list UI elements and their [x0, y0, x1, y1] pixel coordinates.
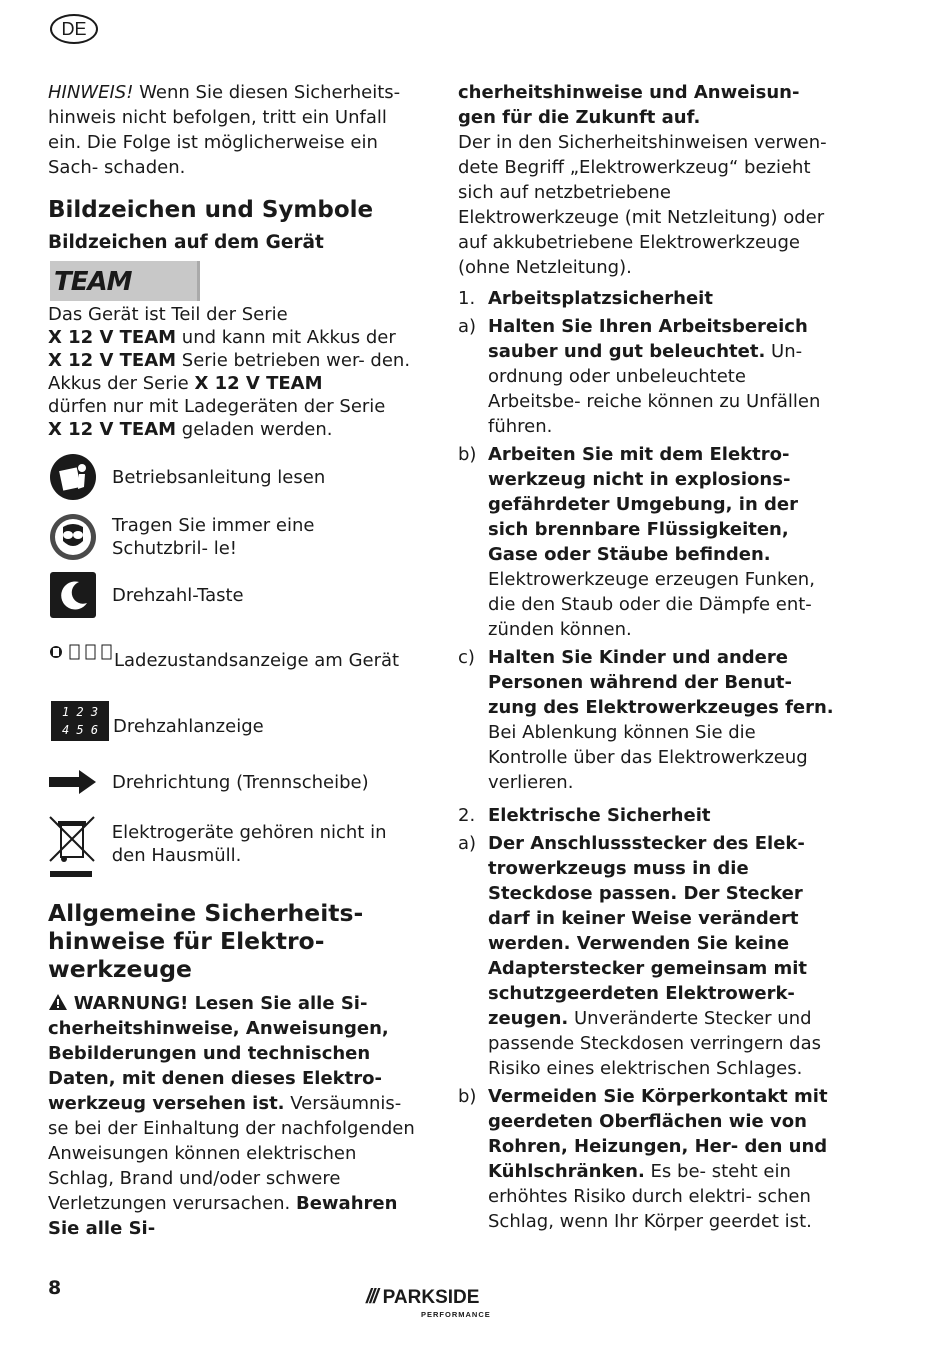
speed-display-icon	[51, 701, 109, 741]
series-name-3: X 12 V TEAM	[194, 373, 323, 394]
list-item-1a	[458, 314, 834, 439]
right-column	[458, 80, 834, 1234]
series-text-3: Serie betrieben wer- den. Akkus der Serie	[48, 350, 411, 394]
warning-text: Versäumnis- se bei der Einhaltung der nachfolgenden Anweisungen können elektrischen Schlag, Brand und/oder schwere Verletzungen verursachen.	[48, 1093, 415, 1214]
arrow-right-icon	[48, 757, 98, 807]
left-column	[48, 80, 420, 1241]
series-text-2: und kann mit Akkus der	[176, 327, 396, 348]
battery-level-indicator-icon	[48, 642, 112, 662]
symbol-row-speed-display	[48, 691, 420, 751]
list-item-1c	[458, 645, 834, 795]
heading-symbols: Bildzeichen und Symbole	[48, 197, 374, 223]
symbol-text-battery: Ladezustandsanzeige am Gerät	[114, 649, 400, 671]
list-bold-text: Halten Sie Kinder und andere Personen während der Benut- zung des Elektrowerkzeuges fern.	[488, 647, 834, 718]
crossed-bin-icon	[48, 815, 98, 881]
list-text: Elektrowerkzeuge erzeugen Funken, die den Staub oder die Dämpfe ent- zünden können.	[488, 569, 815, 640]
symbol-row-speed-button	[48, 569, 420, 621]
page-number: 8	[48, 1277, 62, 1299]
section-2-heading	[458, 803, 834, 828]
heading-device-symbols: Bildzeichen auf dem Gerät	[48, 232, 324, 253]
section-1-heading	[458, 286, 834, 311]
symbol-row-manual	[48, 451, 420, 503]
list-bold-text: Arbeiten Sie mit dem Elektro- werkzeug nicht in explosions- gefährdeter Umgebung, in der sich brennbare Flüssigkeiten, Gase oder Stäube befinden.	[488, 444, 798, 565]
list-label: a)	[458, 833, 477, 854]
list-text: Unveränderte Stecker und passende Steckdosen verringern das Risiko eines elektrischen Schlages.	[488, 1008, 821, 1079]
section-1-number: 1.	[458, 288, 476, 309]
series-paragraph	[48, 303, 420, 441]
symbol-row-battery	[48, 625, 420, 685]
speed-button-icon	[48, 570, 98, 620]
warning-bold-text: WARNUNG! Lesen Sie alle Si- cherheitshinweise, Anweisungen, Bebilderungen und technischen Daten, mit denen dieses Elektro- werkzeug versehen ist.	[48, 993, 389, 1114]
x12v-team-logo: TEAM	[50, 261, 200, 301]
list-item-1b	[458, 442, 834, 642]
warning-paragraph	[48, 991, 420, 1241]
list-text: Un- ordnung oder unbeleuchtete Arbeitsbe- reiche können zu Unfällen führen.	[488, 341, 821, 437]
series-text-4: dürfen nur mit Ladegeräten der Serie	[48, 396, 386, 417]
brand-subtitle: PERFORMANCE	[421, 1310, 491, 1319]
hinweis-text: Wenn Sie diesen Sicherheits- hinweis nicht befolgen, tritt ein Unfall ein. Die Folge ist möglicherweise ein Sach- schaden.	[48, 82, 401, 178]
list-bold-text: Halten Sie Ihren Arbeitsbereich sauber und gut beleuchtet.	[488, 316, 808, 362]
section-1-title: Arbeitsplatzsicherheit	[488, 288, 713, 309]
hinweis-label: HINWEIS!	[48, 82, 134, 103]
series-text-5: geladen werden.	[176, 419, 333, 440]
list-item-2a	[458, 831, 834, 1081]
symbol-text-speed-button: Drehzahl-Taste	[112, 584, 244, 606]
brand-mark: ///	[366, 1286, 377, 1308]
series-name-1: X 12 V TEAM	[48, 327, 177, 348]
language-badge	[50, 14, 98, 44]
parkside-logo	[366, 1286, 526, 1326]
symbol-text-direction: Drehrichtung (Trennscheibe)	[112, 771, 369, 793]
brand-name: PARKSIDE	[382, 1287, 480, 1308]
hinweis-paragraph	[48, 80, 420, 180]
symbol-text-glasses: Tragen Sie immer eine Schutzbril- le!	[112, 515, 315, 559]
symbol-row-disposal	[48, 815, 420, 881]
list-label: b)	[458, 1086, 477, 1107]
speed-display-bottom: 4 5 6	[61, 723, 99, 737]
series-name-2: X 12 V TEAM	[48, 350, 177, 371]
section-2-number: 2.	[458, 805, 476, 826]
intro-paragraph: Der in den Sicherheitshinweisen verwen- dete Begriff „Elektrowerkzeug“ bezieht sich auf netzbetriebene Elektrowerkzeuge (mit Netzleitung) oder auf akkubetriebene Elektrowerkzeuge (ohne Netzleitung).	[458, 132, 827, 278]
series-text-1: Das Gerät ist Teil der Serie	[48, 304, 288, 325]
safety-glasses-icon	[48, 512, 98, 562]
symbol-row-glasses	[48, 509, 420, 565]
section-2-title: Elektrische Sicherheit	[488, 805, 711, 826]
symbol-text-speed-display: Drehzahlanzeige	[113, 715, 264, 737]
symbol-row-direction	[48, 757, 420, 807]
warning-bold-text-2: Bewahren Sie alle Si-	[48, 1193, 398, 1239]
continued-bold: cherheitshinweise und Anweisun- gen für die Zukunft auf.	[458, 82, 800, 128]
speed-display-top: 1 2 3	[61, 705, 99, 719]
list-label: a)	[458, 316, 477, 337]
list-item-2b	[458, 1084, 834, 1234]
heading-general-safety: Allgemeine Sicherheits- hinweise für Elektro- werkzeuge	[48, 899, 364, 983]
book-reader-icon	[48, 452, 98, 502]
list-label: c)	[458, 647, 475, 668]
warning-triangle-icon	[48, 993, 68, 1011]
symbol-text-disposal: Elektrogeräte gehören nicht in den Hausmüll.	[111, 822, 387, 866]
list-label: b)	[458, 444, 477, 465]
series-name-4: X 12 V TEAM	[48, 419, 177, 440]
language-code: DE	[61, 18, 87, 39]
list-bold-text: Vermeiden Sie Körperkontakt mit geerdeten Oberflächen wie von Rohren, Heizungen, Her- den und Kühlschränken.	[488, 1086, 828, 1182]
symbol-text-manual: Betriebsanleitung lesen	[112, 466, 326, 488]
list-bold-text: Der Anschlussstecker des Elek- trowerkzeugs muss in die Steckdose passen. Der Stecker darf in keiner Weise verändert werden. Verwenden Sie keine Adapterstecker gemeinsam mit schutzgeerdeten Elektrowerk- zeugen.	[488, 833, 808, 1029]
list-text: Es be- steht ein erhöhtes Risiko durch elektri- schen Schlag, wenn Ihr Körper geerdet ist.	[488, 1161, 812, 1232]
list-text: Bei Ablenkung können Sie die Kontrolle über das Elektrowerkzeug verlieren.	[488, 722, 808, 793]
